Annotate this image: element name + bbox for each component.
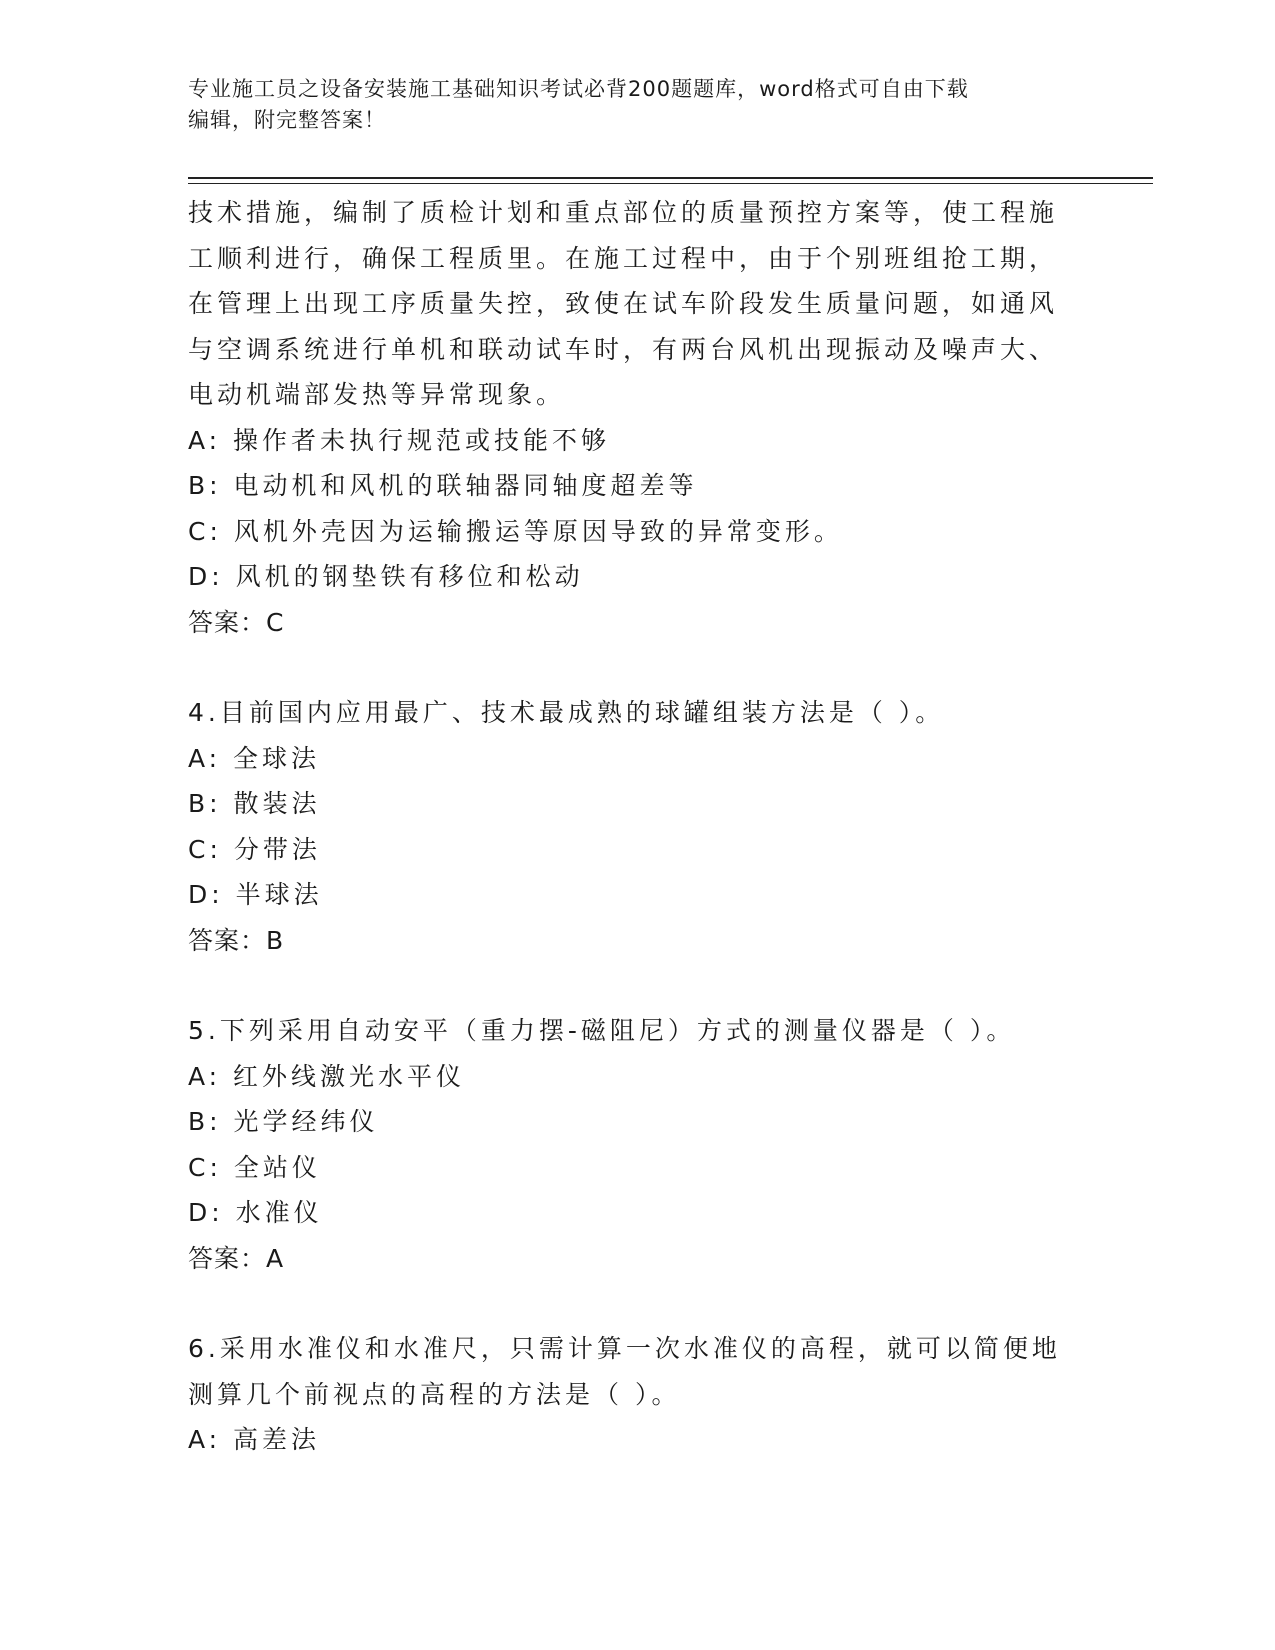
question-4	[188, 690, 1088, 963]
header-title-line-2: 编辑，附完整答案！	[188, 108, 386, 132]
question-stem-line: 测算几个前视点的高程的方法是（ ）。	[188, 1379, 681, 1409]
question-stem-line: 与空调系统进行单机和联动试车时，有两台风机出现振动及噪声大、	[188, 334, 1059, 364]
question-stem-line: 6.采用水准仪和水准尺，只需计算一次水准仪的高程，就可以简便地	[188, 1334, 1061, 1363]
option-c: C: 分带法	[188, 834, 321, 864]
question-stem-line: 5.下列采用自动安平（重力摆-磁阻尼）方式的测量仪器是（ ）。	[188, 1016, 1016, 1045]
option-c: C: 风机外壳因为运输搬运等原因导致的异常变形。	[188, 516, 843, 546]
answer-label: 答案：C	[188, 607, 285, 637]
option-a: A: 红外线激光水平仪	[188, 1061, 466, 1091]
header-title-line-1: 专业施工员之设备安装施工基础知识考试必背200题题库，word格式可自由下载	[188, 77, 969, 101]
option-b: B: 光学经纬仪	[188, 1107, 379, 1136]
option-c: C: 全站仪	[188, 1152, 321, 1182]
question-6	[188, 1326, 1088, 1463]
option-d: D: 水准仪	[188, 1198, 323, 1227]
question-5	[188, 1008, 1088, 1281]
header-divider-thin	[188, 183, 1153, 184]
document-header	[188, 74, 1088, 136]
header-divider-thick	[188, 177, 1153, 179]
question-list	[188, 190, 1088, 1463]
question-stem-line: 工顺利进行，确保工程质里。在施工过程中，由于个别班组抢工期，	[188, 243, 1059, 273]
question-stem-line: 4.目前国内应用最广、技术最成熟的球罐组装方法是（ ）。	[188, 698, 945, 727]
option-a: A: 全球法	[188, 743, 321, 773]
option-a: A: 高差法	[188, 1425, 321, 1454]
question-stem-line: 电动机端部发热等异常现象。	[188, 380, 566, 409]
option-d: D: 半球法	[188, 880, 323, 909]
option-b: B: 电动机和风机的联轴器同轴度超差等	[188, 471, 698, 500]
answer-label: 答案：A	[188, 1243, 285, 1273]
option-d: D: 风机的钢垫铁有移位和松动	[188, 562, 584, 591]
option-a: A: 操作者未执行规范或技能不够	[188, 425, 611, 455]
question-stem-line: 在管理上出现工序质量失控，致使在试车阶段发生质量问题，如通风	[188, 289, 1059, 318]
question-stem-line: 技术措施，编制了质检计划和重点部位的质量预控方案等，使工程施	[188, 198, 1059, 227]
option-b: B: 散装法	[188, 789, 321, 818]
answer-label: 答案：B	[188, 925, 285, 955]
question-3	[188, 190, 1088, 645]
